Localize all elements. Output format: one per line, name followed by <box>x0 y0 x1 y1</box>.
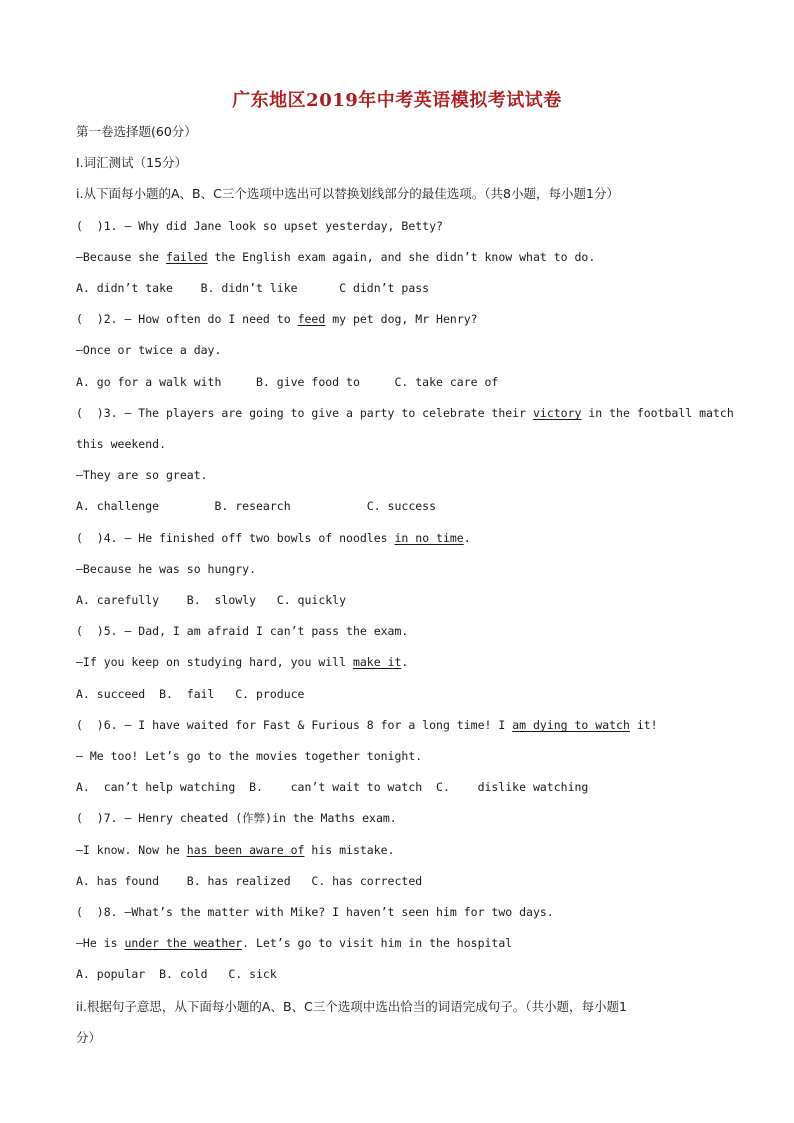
underlined-phrase: am dying to watch <box>512 718 630 732</box>
question-4-response-text: —Because he was so hungry. <box>76 562 257 576</box>
question-2-response-text: —Once or twice a day. <box>76 343 222 357</box>
question-4-prompt-text-end: . <box>463 531 471 545</box>
question-1-response <box>76 247 736 267</box>
section-heading: 第一卷选择题(60分） <box>76 124 197 139</box>
underlined-phrase: has been aware of <box>186 843 305 857</box>
question-3-response-text: —They are so great. <box>76 468 208 482</box>
question-8-response-text: —He is <box>76 936 125 950</box>
instructions-2: ii.根据句子意思，从下面每小题的A、B、C三个选项中选出恰当的词语完成句子。（共小题，每小题1 <box>76 999 627 1014</box>
question-2-prompt <box>76 309 736 329</box>
question-7-response <box>76 840 736 860</box>
underlined-phrase: feed <box>297 312 326 326</box>
question-3-prompt-text: ( )3. — The players are going to give a party to celebrate their <box>76 406 533 420</box>
question-1-response-text-end: the English exam again, and she didn’t know what to do. <box>207 250 596 264</box>
question-4-response <box>76 559 736 579</box>
question-2-prompt-text: ( )2. — How often do I need to <box>76 312 298 326</box>
question-6-response-text: — Me too! Let’s go to the movies together tonight. <box>76 749 423 763</box>
part-heading: I.词汇测试（15分） <box>76 155 188 170</box>
question-7-response-text: —I know. Now he <box>76 843 187 857</box>
question-2-response <box>76 340 736 360</box>
question-5-prompt <box>76 621 736 641</box>
question-3-options: A. challenge B. research C. success <box>76 499 437 513</box>
question-8-prompt <box>76 902 736 922</box>
instructions-2-cont: 分） <box>76 1030 102 1045</box>
question-5-response-text-end: . <box>401 655 409 669</box>
question-6-prompt-text: ( )6. — I have waited for Fast & Furious 8 for a long time! I <box>76 718 513 732</box>
underlined-phrase: make it <box>352 655 402 669</box>
question-3-prompt-cont: this weekend. <box>76 437 167 451</box>
question-8-options: A. popular B. cold C. sick <box>76 967 277 981</box>
question-7-options: A. has found B. has realized C. has corrected <box>76 874 423 888</box>
question-3-prompt <box>76 403 736 423</box>
question-1-prompt-text: ( )1. — Why did Jane look so upset yesterday, Betty? <box>76 219 443 233</box>
question-5-response <box>76 652 736 672</box>
question-3-response <box>76 465 736 485</box>
question-4-options: A. carefully B. slowly C. quickly <box>76 593 347 607</box>
question-2-options: A. go for a walk with B. give food to C. take care of <box>76 375 499 389</box>
underlined-phrase: under the weather <box>124 936 243 950</box>
question-8-prompt-text: ( )8. —What’s the matter with Mike? I haven’t seen him for two days. <box>76 905 554 919</box>
question-6-response <box>76 746 736 766</box>
page-title: 广东地区2019年中考英语模拟考试试卷 <box>232 90 562 111</box>
question-8-response-text-end: . Let’s go to visit him in the hospital <box>242 936 513 950</box>
question-5-response-text: —If you keep on studying hard, you will <box>76 655 353 669</box>
question-2-prompt-text-end: my pet dog, Mr Henry? <box>325 312 478 326</box>
question-8-response <box>76 933 736 953</box>
question-1-prompt <box>76 216 736 236</box>
underlined-phrase: failed <box>166 250 208 264</box>
question-6-prompt <box>76 715 736 735</box>
underlined-phrase: victory <box>532 406 582 420</box>
instructions: i.从下面每小题的A、B、C三个选项中选出可以替换划线部分的最佳选项。（共8小题，每小题1分） <box>76 186 619 201</box>
question-1-response-text: —Because she <box>76 250 167 264</box>
question-5-prompt-text: ( )5. — Dad, I am afraid I can’t pass the exam. <box>76 624 409 638</box>
question-7-prompt <box>76 808 736 828</box>
question-6-prompt-text-end: it! <box>629 718 658 732</box>
question-1-options: A. didn’t take B. didn’t like C didn’t pass <box>76 281 430 295</box>
question-4-prompt-text: ( )4. — He finished off two bowls of noodles <box>76 531 395 545</box>
question-3-prompt-text-end: in the football match <box>581 406 734 420</box>
question-7-response-text-end: his mistake. <box>304 843 395 857</box>
question-6-options: A. can’t help watching B. can’t wait to watch C. dislike watching <box>76 780 589 794</box>
question-4-prompt <box>76 528 736 548</box>
question-5-options: A. succeed B. fail C. produce <box>76 687 305 701</box>
question-7-prompt-text: ( )7. — Henry cheated (作弊)in the Maths exam. <box>76 811 397 825</box>
underlined-phrase: in no time <box>394 531 464 545</box>
